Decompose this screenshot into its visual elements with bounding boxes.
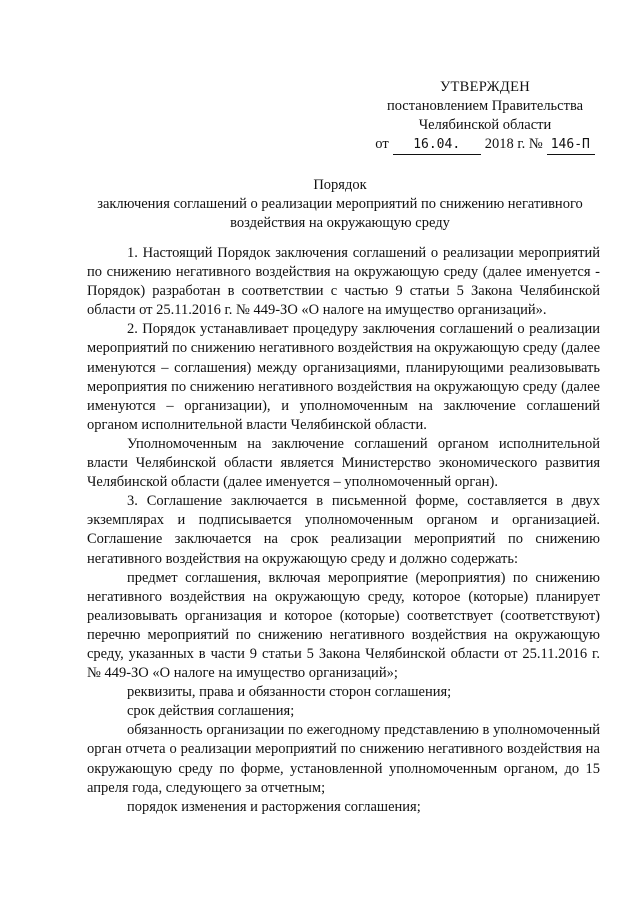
handwritten-number: 146-П: [547, 135, 595, 155]
approval-date-line: [360, 135, 610, 155]
date-prefix: от: [375, 136, 389, 152]
title-subtitle: воздействия на окружающую среду: [230, 215, 450, 231]
approval-line: Челябинской области: [418, 117, 552, 133]
paragraph: порядок изменения и расторжения соглашения;: [127, 798, 421, 815]
paragraph: 3. Соглашение заключается в письменной форме, составляется в двух экземплярах и подписывается уполномоченным органом и организацией. Соглашение заключается на срок реализации мероприятий по снижению негативного воздействия на окружающую среду и должно содержать:: [87, 493, 600, 567]
paragraph: 1. Настоящий Порядок заключения соглашений о реализации мероприятий по снижению негативного воздействия на окружающую среду (далее именуется - Порядок) разработан в соответствии с частью 9 статьи 5 Закона Челябинской области от 25.11.2016 г. № 449-ЗО «О налоге на имущество организаций».: [87, 245, 600, 319]
paragraph: обязанность организации по ежегодному представлению в уполномоченный орган отчета о реализации мероприятий по снижению негативного воздействия на окружающую среду по форме, установленной уполномоченным органом, до 15 апреля года, следующего за отчетным;: [87, 722, 600, 796]
paragraph: 2. Порядок устанавливает процедуру заключения соглашений о реализации мероприятий по снижению негативного воздействия на окружающую среду (далее именуются – соглашения) между организациями, планирующими реализовывать мероприятия по снижению негативного воздействия на окружающую среду (далее именуются – организации), и уполномоченным на заключение соглашений органом исполнительной власти Челябинской области.: [87, 321, 600, 433]
approval-stamp: [360, 78, 610, 155]
handwritten-date: 16.04.: [393, 135, 481, 155]
paragraph: предмет соглашения, включая мероприятие (мероприятия) по снижению негативного воздействия на окружающую среду, которое (которые) планирует реализовывать организация и которое (которые) соответствует (соответствуют) перечню мероприятий по снижению негативного воздействия на окружающую среду, указанных в части 9 статьи 5 Закона Челябинской области от 25.11.2016 г. № 449-ЗО «О налоге на имущество организаций»;: [87, 569, 600, 682]
approval-heading: УТВЕРЖДЕН: [439, 79, 531, 95]
title-subtitle: заключения соглашений о реализации мероприятий по снижению негативного: [97, 196, 583, 212]
paragraph: реквизиты, права и обязанности сторон соглашения;: [127, 684, 452, 701]
title-heading: Порядок: [313, 177, 367, 193]
paragraph: Уполномоченным на заключение соглашений органом исполнительной власти Челябинской области является Министерство экономического развития Челябинской области (далее именуется – уполномоченный орган).: [87, 435, 600, 491]
year-label: 2018 г. №: [484, 136, 543, 152]
document-body: [87, 244, 600, 817]
paragraph: срок действия соглашения;: [127, 703, 295, 720]
document-title: [80, 176, 600, 233]
approval-line: постановлением Правительства: [386, 98, 584, 114]
